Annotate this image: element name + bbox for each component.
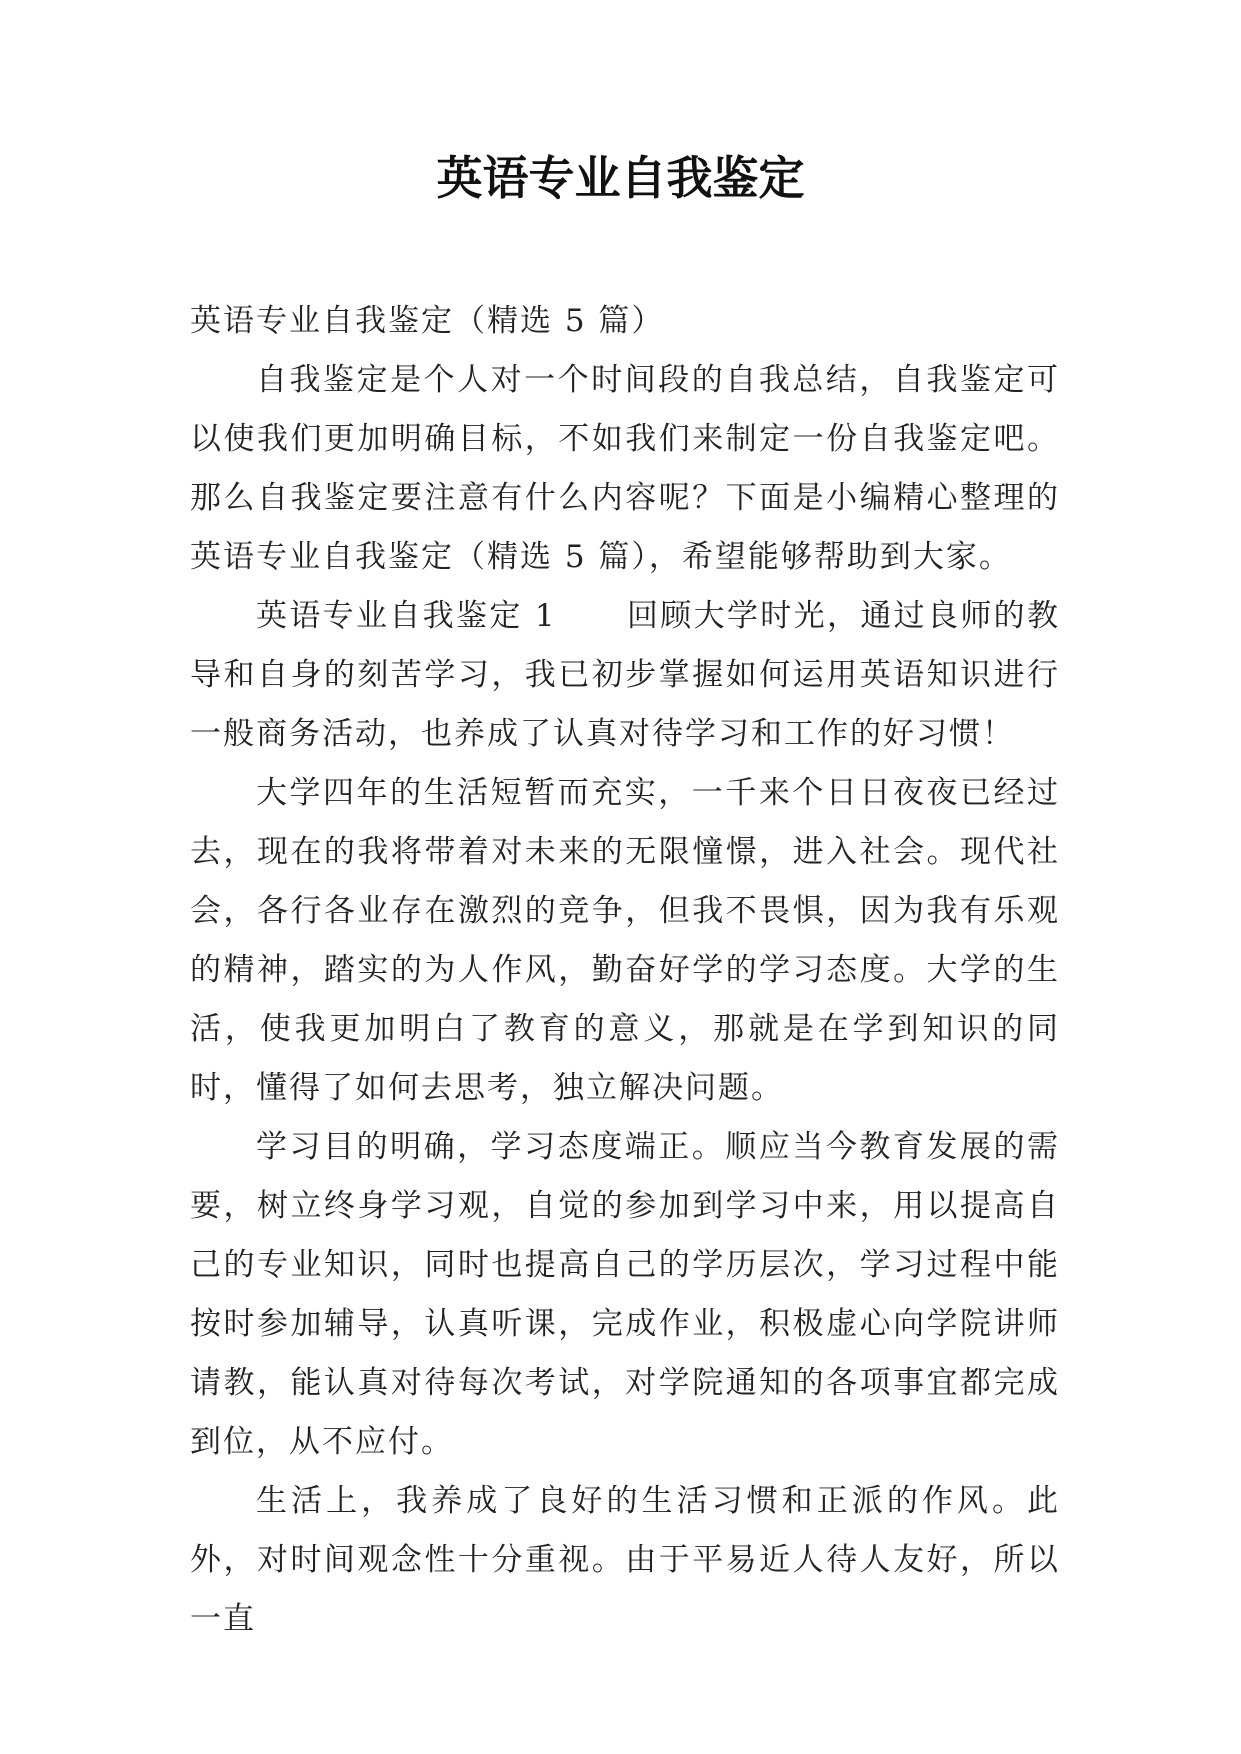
body-paragraph: 大学四年的生活短暂而充实，一千来个日日夜夜已经过去，现在的我将带着对未来的无限憧憬，进入社会。现代社会，各行各业存在激烈的竞争，但我不畏惧，因为我有乐观的精神，踏实的为人作风，勤奋好学的学习态度。大学的生活，使我更加明白了教育的意义，那就是在学到知识的同时，懂得了如何去思考，独立解决问题。 [190, 775, 1060, 1106]
section-1-lead: 回顾大学时光，通过良师的教导和自身的刻苦学习，我已初步掌握如何运用英语知识进行一般商务活动，也养成了认真对待学习和工作的好习惯！ [190, 598, 1061, 752]
section-1-heading: 英语专业自我鉴定 1 [256, 598, 557, 634]
document-body [190, 292, 1060, 1649]
document-subtitle: 英语专业自我鉴定（精选 5 篇） [190, 303, 665, 339]
section-1-paragraph [190, 587, 1060, 764]
document-title: 英语专业自我鉴定 [436, 151, 805, 205]
body-paragraph: 学习目的明确，学习态度端正。顺应当今教育发展的需要，树立终身学习观，自觉的参加到学习中来，用以提高自己的专业知识，同时也提高自己的学历层次，学习过程中能按时参加辅导，认真听课，完成作业，积极虚心向学院讲师请教，能认真对待每次考试，对学院通知的各项事宜都完成到位，从不应付。 [190, 1129, 1060, 1460]
body-paragraph: 生活上，我养成了良好的生活习惯和正派的作风。此外，对时间观念性十分重视。由于平易近人待人友好，所以一直 [190, 1483, 1060, 1637]
intro-paragraph: 自我鉴定是个人对一个时间段的自我总结，自我鉴定可以使我们更加明确目标，不如我们来制定一份自我鉴定吧。那么自我鉴定要注意有什么内容呢？下面是小编精心整理的英语专业自我鉴定（精选 5 篇），希望能够帮助到大家。 [190, 362, 1060, 575]
